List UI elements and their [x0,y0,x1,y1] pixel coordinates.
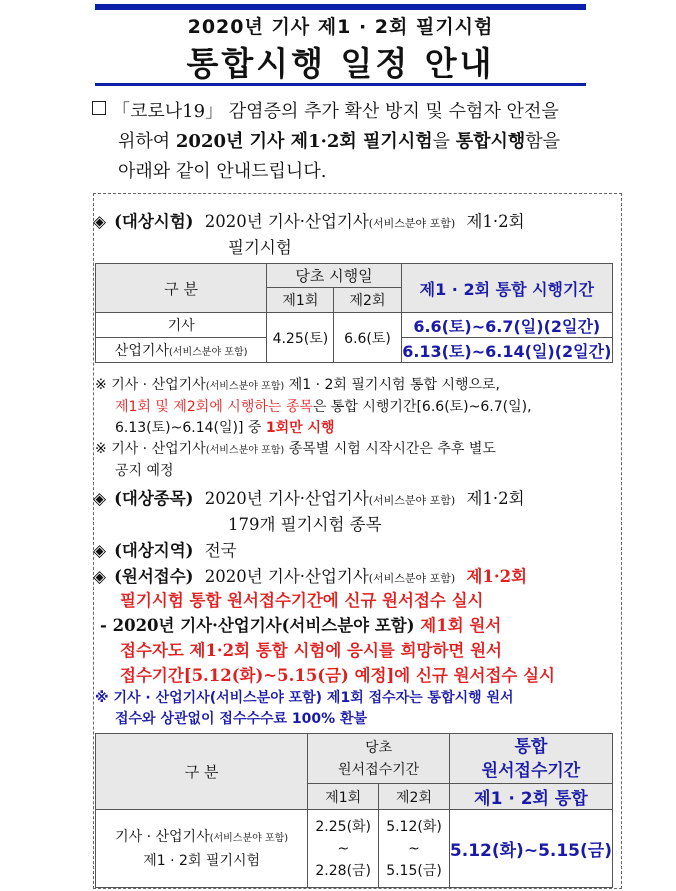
section-target-items: ◈ (대상종목) 2020년 기사·산업기사(서비스분야 포함) 제1·2회 [93,489,525,509]
note-1-line-1: ※ 기사 · 산업기사(서비스분야 포함) 제1 · 2회 필기시험 통합 시행으로, [95,377,501,393]
table1-row-sanup: 산업기사(서비스분야 포함) [96,338,267,363]
section-target-region: ◈ (대상지역) 전국 [93,541,237,561]
refund-note-line-2: 접수와 상관없이 접수수수료 100% 환불 [115,711,368,727]
checkbox-square-icon [92,101,106,115]
section-application: ◈ (원서접수) 2020년 기사·산업기사(서비스분야 포함) 제1·2회 [93,567,528,587]
diamond-bullet-icon: ◈ [93,212,107,232]
note-2-line-1: ※ 기사 · 산업기사(서비스분야 포함) 종목별 시험 시작시간은 추후 별도 [95,441,496,457]
application-table [95,733,613,888]
intro-line-1: 「코로나19」 감염증의 추가 확산 방지 및 수험자 안전을 [92,97,622,127]
table1-header-original: 당초 시행일 [267,264,401,288]
intro-line-2: 위하여 2020년 기사 제1·2회 필기시험을 통합시행함을 [118,131,561,152]
table2-row-name: 기사 · 산업기사(서비스분야 포함) 제1 · 2회 필기시험 [96,810,308,888]
page-title: 통합시행 일정 안내 [186,44,495,83]
table1-row-gisa: 기사 [96,313,267,338]
header-top-rule [95,4,586,10]
table2-header-category: 구 분 [96,734,308,810]
table1-header-category: 구 분 [96,264,267,313]
apply-detail-line-2: 접수자도 제1·2회 통합 시험에 응시를 희망하면 원서 [120,641,502,660]
header-bottom-rule [95,83,586,86]
apply-detail-line-3: 접수기간[5.12(화)~5.15(금) 예정]에 신규 원서접수 실시 [120,666,555,685]
table1-period-sanup: 6.13(토)~6.14(일)(2일간) [401,338,612,363]
diamond-bullet-icon: ◈ [93,541,107,561]
notes-schedule [95,375,617,482]
page-subtitle: 2020년 기사 제1 · 2회 필기시험 [187,16,494,38]
intro-line-3: 아래와 같이 안내드립니다. [118,161,327,182]
refund-note [95,688,617,730]
table1-period-gisa: 6.6(토)~6.7(일)(2일간) [401,313,612,338]
table2-integrated-period: 5.12(화)~5.15(금) [449,810,612,888]
table1-header-round1: 제1회 [267,288,334,313]
diamond-bullet-icon: ◈ [93,489,107,509]
table2-round1-period: 2.25(화) ~ 2.28(금) [308,810,379,888]
table2-header-round1: 제1회 [308,784,379,810]
refund-note-line-1: ※ 기사 · 산업기사(서비스분야 포함) 제1회 접수자는 통합시행 원서 [95,690,514,706]
table2-header-original: 당초 원서접수기간 [308,734,450,784]
note-2-line-2: 공지 예정 [115,463,174,479]
table2-header-round2: 제2회 [379,784,450,810]
section-target-exam-cont: 필기시험 [228,238,292,257]
intro-paragraph [92,97,622,187]
note-1-line-3: 6.13(토)~6.14(일)] 중 1회만 시행 [115,420,335,436]
table2-header-integrated: 통합 원서접수기간 [449,734,612,784]
schedule-table [95,263,613,363]
section-application-cont: 필기시험 통합 원서접수기간에 신규 원서접수 실시 [120,591,484,610]
apply-detail-line-1: - 2020년 기사·산업기사(서비스분야 포함) 제1회 원서 [100,616,502,635]
table1-round2-date: 6.6(토) [334,313,401,363]
table2-header-integrated-sub: 제1 · 2회 통합 [449,784,612,810]
section-target-items-cont: 179개 필기시험 종목 [228,515,382,534]
diamond-bullet-icon: ◈ [93,567,107,587]
table1-round1-date: 4.25(토) [267,313,334,363]
table1-header-round2: 제2회 [334,288,401,313]
table2-round2-period: 5.12(화) ~ 5.15(금) [379,810,450,888]
table1-header-integrated: 제1 · 2회 통합 시행기간 [401,264,612,313]
note-1-line-2: 제1회 및 제2회에 시행하는 종목은 통합 시행기간[6.6(토)~6.7(일), [115,399,532,415]
section-target-exam: ◈ (대상시험) 2020년 기사·산업기사(서비스분야 포함) 제1·2회 [93,212,525,232]
